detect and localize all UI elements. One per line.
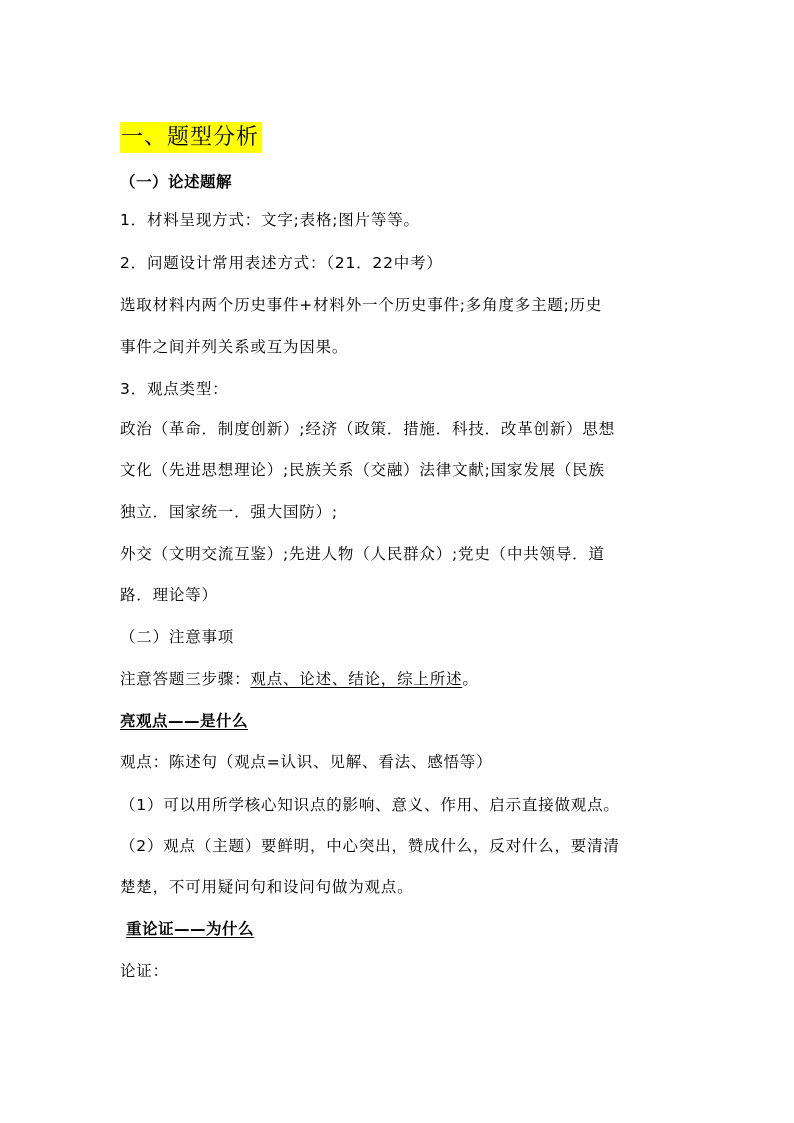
viewpoint-definition: 观点：陈述句（观点=认识、见解、看法、感悟等） xyxy=(120,753,493,771)
item-3-line-3: 独立．国家统一．强大国防）; xyxy=(120,503,338,521)
subsection-heading-2: （二）注意事项 xyxy=(120,628,235,646)
item-3-line-1: 政治（革命．制度创新）;经济（政策．措施．科技．改革创新）思想 xyxy=(120,420,616,438)
heading-viewpoint: 亮观点——是什么 xyxy=(120,712,249,730)
answer-steps-prefix: 注意答题三步骤： xyxy=(120,670,251,688)
subsection-heading-1: （一）论述题解 xyxy=(120,173,233,191)
item-3-line-4: 外交（文明交流互鉴）;先进人物（人民群众）;党史（中共领导．道 xyxy=(120,545,605,563)
argument-label: 论证： xyxy=(120,962,169,980)
answer-steps-underlined: 观点、论述、结论，综上所述 xyxy=(250,670,463,688)
section-title: 一、题型分析 xyxy=(120,122,262,153)
viewpoint-rule-1: （1）可以用所学核心知识点的影响、意义、作用、启示直接做观点。 xyxy=(120,796,620,814)
viewpoint-rule-2-line-2: 楚楚，不可用疑问句和设问句做为观点。 xyxy=(120,878,414,896)
answer-steps xyxy=(120,669,479,689)
item-1: 1．材料呈现方式：文字;表格;图片等等。 xyxy=(120,211,420,229)
item-2: 2．问题设计常用表述方式：（21．22中考） xyxy=(120,254,443,272)
item-3-line-5: 路．理论等） xyxy=(120,586,218,604)
heading-argument: 重论证——为什么 xyxy=(126,920,255,938)
item-3: 3．观点类型： xyxy=(120,380,229,398)
answer-steps-suffix: 。 xyxy=(462,670,479,688)
item-2-desc-line-2: 事件之间并列关系或互为因果。 xyxy=(120,338,349,356)
item-3-line-2: 文化（先进思想理论）;民族关系（交融）法律文献;国家发展（民族 xyxy=(120,461,605,479)
item-2-desc-line-1: 选取材料内两个历史事件+材料外一个历史事件;多角度多主题;历史 xyxy=(120,296,603,314)
viewpoint-rule-2-line-1: （2）观点（主题）要鲜明，中心突出，赞成什么，反对什么，要清清 xyxy=(120,837,620,855)
